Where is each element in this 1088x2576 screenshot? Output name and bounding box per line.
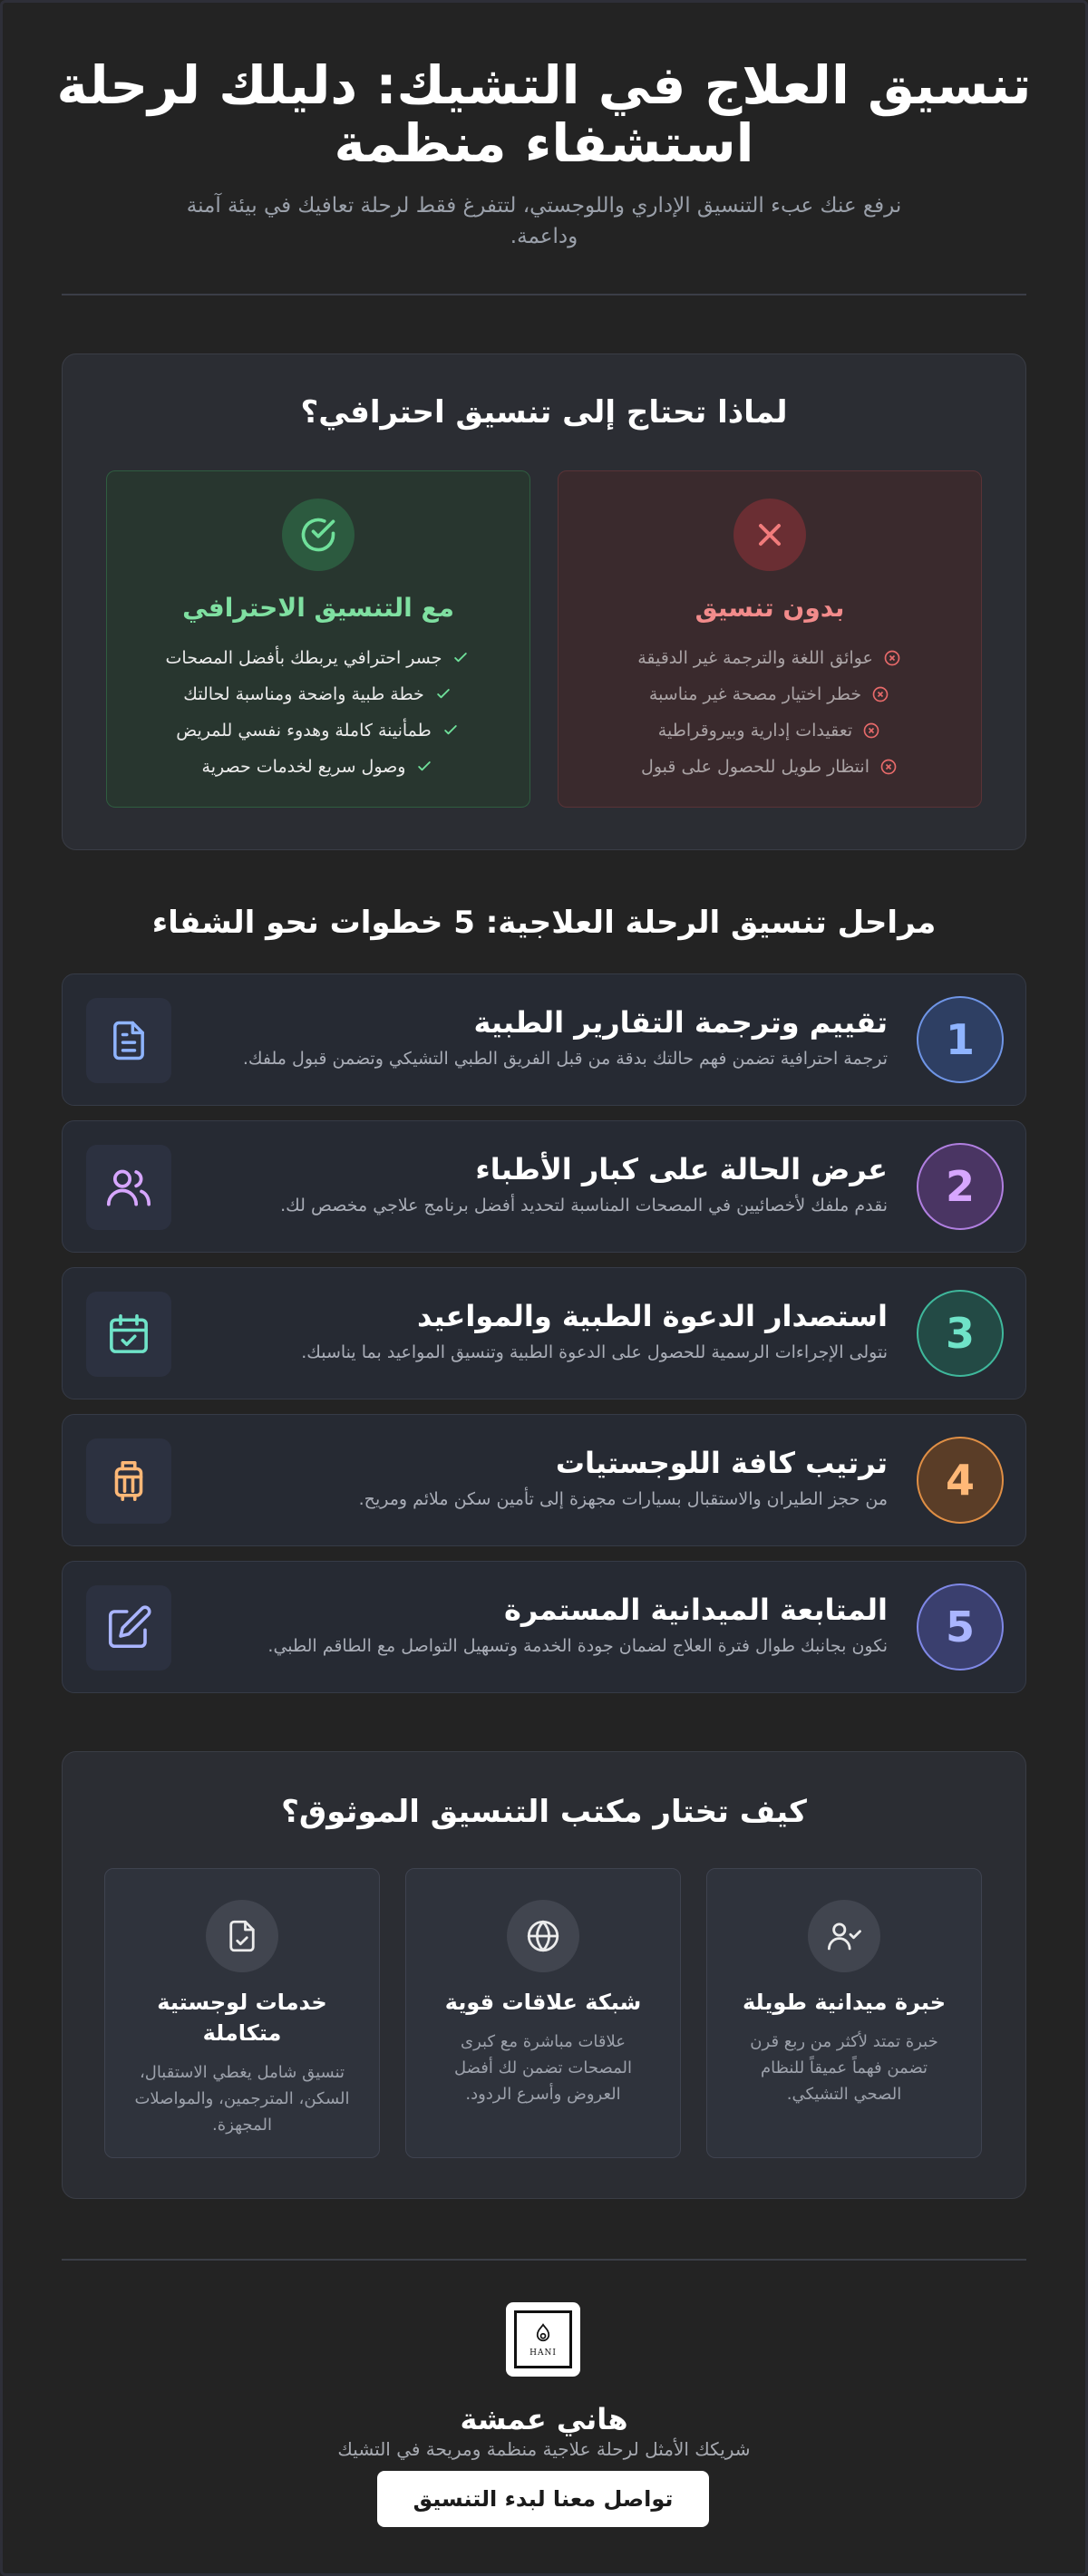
step-card — [62, 1414, 1026, 1546]
x-icon — [733, 499, 806, 571]
calendar-check-icon — [86, 1292, 171, 1377]
choose-section — [62, 1751, 1026, 2199]
step-number: 2 — [917, 1143, 1004, 1230]
step-title: ترتيب كافة اللوجستيات — [555, 1446, 888, 1480]
x-circle-icon — [879, 757, 899, 777]
choose-card-description: تنسيق شامل يغطي الاستقبال، السكن، المترجمين، والمواصلات المجهزة. — [134, 2063, 350, 2135]
step-description: نقدم ملفك لأخصائيين في المصحات المناسبة لتحديد أفضل برنامج علاجي مخصص لك. — [280, 1196, 888, 1215]
step-card — [62, 1561, 1026, 1693]
why-title: لماذا تحتاج إلى تنسيق احترافي؟ — [300, 394, 788, 431]
step-card — [62, 1267, 1026, 1399]
step-number: 5 — [917, 1583, 1004, 1671]
edit-icon — [86, 1585, 171, 1671]
check-icon — [414, 757, 434, 777]
choose-card-title: خدمات لوجستية متكاملة — [157, 1990, 327, 2046]
step-number: 3 — [917, 1290, 1004, 1377]
why-section — [62, 353, 1026, 850]
contact-cta-button[interactable]: تواصل معنا لبدء التنسيق — [377, 2471, 709, 2527]
luggage-icon — [86, 1438, 171, 1524]
with-item: جسر احترافي يربطك بأفضل المصحات — [107, 640, 529, 676]
divider — [62, 294, 1026, 295]
globe-icon — [507, 1900, 579, 1972]
users-icon — [86, 1145, 171, 1230]
without-item: خطر اختيار مصحة غير مناسبة — [559, 676, 981, 712]
step-card — [62, 1120, 1026, 1253]
step-description: نتولى الإجراءات الرسمية للحصول على الدعوة الطبية وتنسيق المواعيد بما يناسبك. — [301, 1342, 888, 1362]
document-icon — [86, 998, 171, 1083]
page-title: تنسيق العلاج في التشيك: دليلك لرحلة استشفاء منظمة — [56, 54, 1032, 174]
step-description: من حجز الطيران والاستقبال بسيارات مجهزة إلى تأمين سكن ملائم ومريح. — [358, 1489, 888, 1509]
step-title: استصدار الدعوة الطبية والمواعيد — [416, 1299, 888, 1333]
choose-card-description: علاقات مباشرة مع كبرى المصحات تضمن لك أفضل العروض وأسرع الردود. — [454, 2032, 632, 2104]
x-circle-icon — [870, 684, 890, 704]
x-circle-icon — [861, 721, 881, 741]
brand-logo: HANI — [506, 2302, 580, 2377]
divider — [62, 2259, 1026, 2261]
user-check-icon — [808, 1900, 880, 1972]
with-title: مع التنسيق الاحترافي — [182, 593, 454, 623]
choose-title: كيف تختار مكتب التنسيق الموثوق؟ — [281, 1794, 807, 1830]
choose-card — [706, 1868, 982, 2158]
step-title: عرض الحالة على كبار الأطباء — [475, 1152, 888, 1186]
step-title: تقييم وترجمة التقارير الطبية — [473, 1005, 888, 1040]
choose-card — [104, 1868, 380, 2158]
with-coordination-box — [106, 470, 530, 808]
choose-card-title: خبرة ميدانية طويلة — [742, 1990, 947, 2015]
step-title: المتابعة الميدانية المستمرة — [503, 1593, 888, 1627]
without-item: عوائق اللغة والترجمة غير الدقيقة — [559, 640, 981, 676]
brand-tagline: شريكك الأمثل لرحلة علاجية منظمة ومريحة في التشيك — [337, 2438, 751, 2460]
check-circle-icon — [282, 499, 355, 571]
without-title: بدون تنسيق — [695, 593, 845, 623]
steps-title: مراحل تنسيق الرحلة العلاجية: 5 خطوات نحو الشفاء — [151, 905, 937, 941]
step-description: نكون بجانبك طوال فترة العلاج لضمان جودة الخدمة وتسهيل التواصل مع الطاقم الطبي. — [267, 1636, 888, 1656]
step-number: 4 — [917, 1437, 1004, 1524]
step-description: ترجمة احترافية تضمن فهم حالتك بدقة من قبل الفريق الطبي التشيكي وتضمن قبول ملفك. — [242, 1049, 888, 1069]
with-item: طمأنينة كاملة وهدوء نفسي للمريض — [107, 712, 529, 749]
x-circle-icon — [882, 648, 902, 668]
check-icon — [451, 648, 471, 668]
choose-card — [405, 1868, 681, 2158]
check-icon — [433, 684, 453, 704]
choose-card-title: شبكة علاقات قوية — [444, 1990, 642, 2015]
with-item: خطة طبية واضحة ومناسبة لحالتك — [107, 676, 529, 712]
without-item: تعقيدات إدارية وبيروقراطية — [559, 712, 981, 749]
file-check-icon — [206, 1900, 278, 1972]
check-icon — [441, 721, 461, 741]
without-item: انتظار طويل للحصول على قبول — [559, 749, 981, 785]
step-number: 1 — [917, 996, 1004, 1083]
brand-name: هاني عمشة — [460, 2402, 628, 2436]
step-card — [62, 973, 1026, 1106]
without-coordination-box — [558, 470, 982, 808]
with-item: وصول سريع لخدمات حصرية — [107, 749, 529, 785]
page-subtitle: نرفع عنك عبء التنسيق الإداري واللوجستي، لتتفرغ فقط لرحلة تعافيك في بيئة آمنة وداعمة. — [186, 194, 902, 248]
choose-card-description: خبرة تمتد لأكثر من ربع قرن تضمن فهماً عميقاً للنظام الصحي التشيكي. — [750, 2032, 938, 2104]
